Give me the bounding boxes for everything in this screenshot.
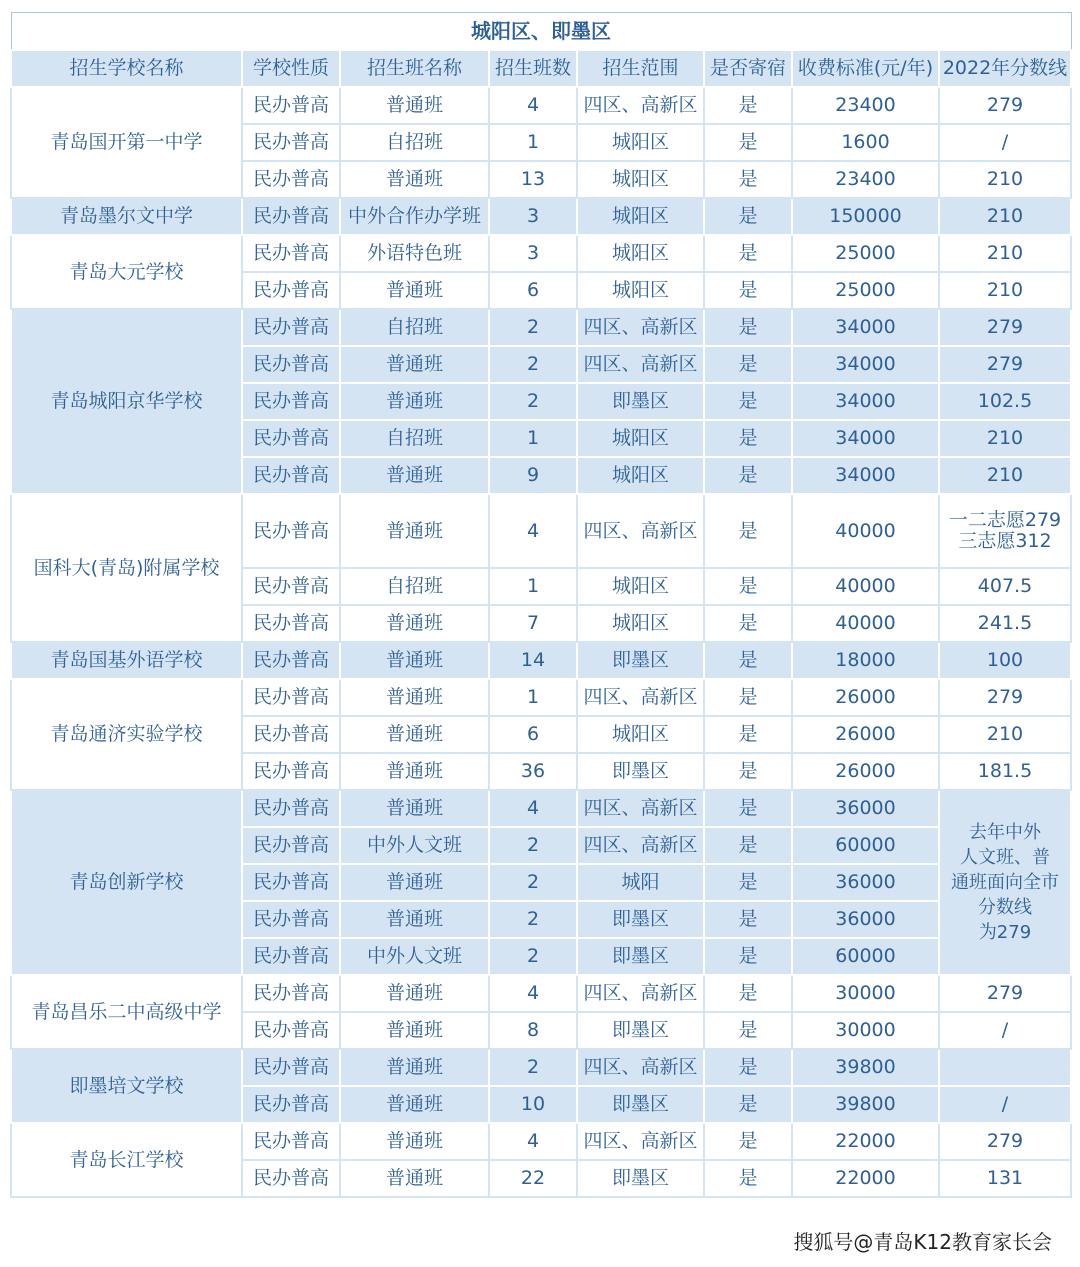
class-name: 普通班 — [340, 753, 489, 790]
class-count: 1 — [489, 420, 577, 457]
score-line: 100 — [939, 642, 1071, 679]
fee: 26000 — [792, 679, 939, 716]
table-row — [11, 198, 1071, 235]
school-nature: 民办普高 — [242, 938, 340, 975]
enrollment-scope: 城阳区 — [577, 198, 704, 235]
header-score: 2022年分数线 — [939, 50, 1071, 87]
fee: 36000 — [792, 790, 939, 827]
fee: 40000 — [792, 605, 939, 642]
school-name: 青岛通济实验学校 — [11, 679, 242, 790]
class-name: 普通班 — [340, 383, 489, 420]
school-nature: 民办普高 — [242, 383, 340, 420]
boarding: 是 — [704, 272, 792, 309]
table-row — [11, 790, 1071, 827]
school-nature: 民办普高 — [242, 87, 340, 124]
school-name: 青岛昌乐二中高级中学 — [11, 975, 242, 1049]
school-name: 青岛长江学校 — [11, 1123, 242, 1197]
school-nature: 民办普高 — [242, 1086, 340, 1123]
table-row — [11, 1123, 1071, 1160]
school-name: 国科大(青岛)附属学校 — [11, 494, 242, 642]
school-nature: 民办普高 — [242, 235, 340, 272]
class-name: 普通班 — [340, 1086, 489, 1123]
fee: 25000 — [792, 272, 939, 309]
enrollment-scope: 四区、高新区 — [577, 87, 704, 124]
fee: 39800 — [792, 1086, 939, 1123]
score-line: 210 — [939, 161, 1071, 198]
score-line: / — [939, 1012, 1071, 1049]
watermark: 搜狐号@青岛K12教育家长会 — [789, 1226, 1056, 1255]
class-count: 3 — [489, 235, 577, 272]
class-name: 中外合作办学班 — [340, 198, 489, 235]
enrollment-scope: 即墨区 — [577, 642, 704, 679]
fee: 25000 — [792, 235, 939, 272]
score-line: 210 — [939, 716, 1071, 753]
header-fee: 收费标准(元/年) — [792, 50, 939, 87]
enrollment-scope: 即墨区 — [577, 1160, 704, 1197]
header-class-count: 招生班数 — [489, 50, 577, 87]
class-name: 自招班 — [340, 309, 489, 346]
header-school-name: 招生学校名称 — [11, 50, 242, 87]
score-line: 181.5 — [939, 753, 1071, 790]
boarding: 是 — [704, 87, 792, 124]
enrollment-scope: 城阳区 — [577, 272, 704, 309]
class-name: 普通班 — [340, 605, 489, 642]
boarding: 是 — [704, 235, 792, 272]
school-name: 青岛城阳京华学校 — [11, 309, 242, 494]
fee: 23400 — [792, 87, 939, 124]
school-nature: 民办普高 — [242, 1123, 340, 1160]
score-note: 去年中外 人文班、普 通班面向全市 分数线 为279 — [939, 790, 1071, 975]
score-line: 131 — [939, 1160, 1071, 1197]
fee: 60000 — [792, 938, 939, 975]
class-name: 普通班 — [340, 1123, 489, 1160]
school-nature: 民办普高 — [242, 272, 340, 309]
score-line: 241.5 — [939, 605, 1071, 642]
table-title: 城阳区、即墨区 — [11, 13, 1071, 51]
boarding: 是 — [704, 790, 792, 827]
school-nature: 民办普高 — [242, 161, 340, 198]
boarding: 是 — [704, 383, 792, 420]
class-name: 中外人文班 — [340, 938, 489, 975]
score-line — [939, 1049, 1071, 1086]
class-count: 4 — [489, 1123, 577, 1160]
boarding: 是 — [704, 827, 792, 864]
class-name: 自招班 — [340, 124, 489, 161]
boarding: 是 — [704, 716, 792, 753]
header-scope: 招生范围 — [577, 50, 704, 87]
boarding: 是 — [704, 642, 792, 679]
class-name: 普通班 — [340, 272, 489, 309]
boarding: 是 — [704, 420, 792, 457]
fee: 39800 — [792, 1049, 939, 1086]
class-count: 2 — [489, 864, 577, 901]
boarding: 是 — [704, 975, 792, 1012]
school-nature: 民办普高 — [242, 1012, 340, 1049]
enrollment-scope: 四区、高新区 — [577, 1049, 704, 1086]
enrollment-scope: 四区、高新区 — [577, 346, 704, 383]
class-count: 22 — [489, 1160, 577, 1197]
boarding: 是 — [704, 494, 792, 568]
fee: 40000 — [792, 494, 939, 568]
class-name: 普通班 — [340, 1049, 489, 1086]
class-count: 2 — [489, 309, 577, 346]
class-name: 自招班 — [340, 420, 489, 457]
enrollment-scope: 城阳区 — [577, 420, 704, 457]
enrollment-scope: 四区、高新区 — [577, 827, 704, 864]
class-count: 1 — [489, 124, 577, 161]
boarding: 是 — [704, 1160, 792, 1197]
enrollment-scope: 四区、高新区 — [577, 790, 704, 827]
boarding: 是 — [704, 1012, 792, 1049]
fee: 30000 — [792, 975, 939, 1012]
score-line: 279 — [939, 1123, 1071, 1160]
header-boarding: 是否寄宿 — [704, 50, 792, 87]
enrollment-scope: 即墨区 — [577, 901, 704, 938]
class-count: 4 — [489, 494, 577, 568]
fee: 34000 — [792, 420, 939, 457]
fee: 30000 — [792, 1012, 939, 1049]
table-row — [11, 87, 1071, 124]
enrollment-scope: 城阳区 — [577, 605, 704, 642]
school-nature: 民办普高 — [242, 642, 340, 679]
enrollment-scope: 四区、高新区 — [577, 309, 704, 346]
school-nature: 民办普高 — [242, 1160, 340, 1197]
school-name: 青岛国基外语学校 — [11, 642, 242, 679]
enrollment-scope: 四区、高新区 — [577, 1123, 704, 1160]
class-name: 普通班 — [340, 161, 489, 198]
table-row — [11, 975, 1071, 1012]
score-line: 279 — [939, 346, 1071, 383]
school-nature: 民办普高 — [242, 457, 340, 494]
enrollment-scope: 城阳区 — [577, 568, 704, 605]
school-name: 青岛墨尔文中学 — [11, 198, 242, 235]
class-count: 14 — [489, 642, 577, 679]
school-name: 青岛创新学校 — [11, 790, 242, 975]
school-nature: 民办普高 — [242, 716, 340, 753]
class-name: 普通班 — [340, 346, 489, 383]
class-name: 普通班 — [340, 790, 489, 827]
fee: 60000 — [792, 827, 939, 864]
enrollment-scope: 四区、高新区 — [577, 679, 704, 716]
class-name: 外语特色班 — [340, 235, 489, 272]
school-nature: 民办普高 — [242, 679, 340, 716]
fee: 22000 — [792, 1123, 939, 1160]
boarding: 是 — [704, 679, 792, 716]
enrollment-scope: 即墨区 — [577, 753, 704, 790]
header-row — [11, 50, 1071, 87]
boarding: 是 — [704, 161, 792, 198]
boarding: 是 — [704, 938, 792, 975]
class-name: 中外人文班 — [340, 827, 489, 864]
class-count: 10 — [489, 1086, 577, 1123]
school-nature: 民办普高 — [242, 901, 340, 938]
school-nature: 民办普高 — [242, 753, 340, 790]
score-line: 102.5 — [939, 383, 1071, 420]
enrollment-scope: 城阳区 — [577, 124, 704, 161]
table-row — [11, 235, 1071, 272]
class-name: 普通班 — [340, 716, 489, 753]
fee: 26000 — [792, 716, 939, 753]
class-count: 6 — [489, 272, 577, 309]
score-line: 210 — [939, 235, 1071, 272]
class-name: 普通班 — [340, 457, 489, 494]
class-count: 9 — [489, 457, 577, 494]
school-nature: 民办普高 — [242, 790, 340, 827]
score-line: 210 — [939, 198, 1071, 235]
header-class-name: 招生班名称 — [340, 50, 489, 87]
enrollment-scope: 城阳区 — [577, 235, 704, 272]
class-name: 普通班 — [340, 87, 489, 124]
score-line: 210 — [939, 420, 1071, 457]
fee: 36000 — [792, 864, 939, 901]
class-count: 4 — [489, 87, 577, 124]
class-count: 2 — [489, 346, 577, 383]
fee: 22000 — [792, 1160, 939, 1197]
boarding: 是 — [704, 568, 792, 605]
school-name: 青岛国开第一中学 — [11, 87, 242, 198]
boarding: 是 — [704, 1123, 792, 1160]
boarding: 是 — [704, 346, 792, 383]
enrollment-scope: 城阳区 — [577, 457, 704, 494]
school-nature: 民办普高 — [242, 309, 340, 346]
enrollment-scope: 即墨区 — [577, 383, 704, 420]
class-name: 普通班 — [340, 864, 489, 901]
enrollment-scope: 四区、高新区 — [577, 975, 704, 1012]
class-count: 13 — [489, 161, 577, 198]
enrollment-scope: 四区、高新区 — [577, 494, 704, 568]
class-name: 普通班 — [340, 901, 489, 938]
fee: 34000 — [792, 309, 939, 346]
fee: 1600 — [792, 124, 939, 161]
enrollment-scope: 城阳 — [577, 864, 704, 901]
fee: 18000 — [792, 642, 939, 679]
table-row — [11, 642, 1071, 679]
class-count: 1 — [489, 679, 577, 716]
table-row — [11, 1049, 1071, 1086]
boarding: 是 — [704, 605, 792, 642]
score-line: 一二志愿279 三志愿312 — [939, 494, 1071, 568]
school-nature: 民办普高 — [242, 198, 340, 235]
enrollment-scope: 即墨区 — [577, 1012, 704, 1049]
fee: 40000 — [792, 568, 939, 605]
boarding: 是 — [704, 309, 792, 346]
class-count: 2 — [489, 901, 577, 938]
school-name: 即墨培文学校 — [11, 1049, 242, 1123]
school-nature: 民办普高 — [242, 864, 340, 901]
class-name: 普通班 — [340, 975, 489, 1012]
school-nature: 民办普高 — [242, 1049, 340, 1086]
class-count: 36 — [489, 753, 577, 790]
boarding: 是 — [704, 753, 792, 790]
fee: 36000 — [792, 901, 939, 938]
school-nature: 民办普高 — [242, 827, 340, 864]
fee: 150000 — [792, 198, 939, 235]
score-line: 279 — [939, 87, 1071, 124]
enrollment-scope: 即墨区 — [577, 1086, 704, 1123]
class-count: 2 — [489, 938, 577, 975]
class-count: 1 — [489, 568, 577, 605]
class-name: 普通班 — [340, 494, 489, 568]
table-row — [11, 494, 1071, 568]
boarding: 是 — [704, 198, 792, 235]
school-nature: 民办普高 — [242, 124, 340, 161]
boarding: 是 — [704, 124, 792, 161]
school-nature: 民办普高 — [242, 975, 340, 1012]
enrollment-scope: 城阳区 — [577, 716, 704, 753]
class-count: 2 — [489, 1049, 577, 1086]
boarding: 是 — [704, 864, 792, 901]
enrollment-scope: 城阳区 — [577, 161, 704, 198]
school-name: 青岛大元学校 — [11, 235, 242, 309]
class-name: 普通班 — [340, 1160, 489, 1197]
boarding: 是 — [704, 1049, 792, 1086]
class-count: 4 — [489, 975, 577, 1012]
score-line: 210 — [939, 457, 1071, 494]
class-count: 2 — [489, 827, 577, 864]
boarding: 是 — [704, 901, 792, 938]
fee: 26000 — [792, 753, 939, 790]
table-row — [11, 679, 1071, 716]
fee: 34000 — [792, 346, 939, 383]
class-name: 普通班 — [340, 679, 489, 716]
table-row — [11, 309, 1071, 346]
score-line: 210 — [939, 272, 1071, 309]
fee: 34000 — [792, 457, 939, 494]
score-line: / — [939, 124, 1071, 161]
score-line: 279 — [939, 309, 1071, 346]
class-count: 4 — [489, 790, 577, 827]
class-count: 2 — [489, 383, 577, 420]
score-line: 407.5 — [939, 568, 1071, 605]
admissions-table — [10, 12, 1072, 1198]
fee: 34000 — [792, 383, 939, 420]
class-count: 8 — [489, 1012, 577, 1049]
score-line: 279 — [939, 975, 1071, 1012]
header-school-nature: 学校性质 — [242, 50, 340, 87]
boarding: 是 — [704, 1086, 792, 1123]
score-line: / — [939, 1086, 1071, 1123]
boarding: 是 — [704, 457, 792, 494]
class-count: 7 — [489, 605, 577, 642]
school-nature: 民办普高 — [242, 346, 340, 383]
school-nature: 民办普高 — [242, 568, 340, 605]
school-nature: 民办普高 — [242, 420, 340, 457]
class-name: 普通班 — [340, 1012, 489, 1049]
score-line: 279 — [939, 679, 1071, 716]
class-name: 普通班 — [340, 642, 489, 679]
class-name: 自招班 — [340, 568, 489, 605]
fee: 23400 — [792, 161, 939, 198]
school-nature: 民办普高 — [242, 494, 340, 568]
enrollment-scope: 即墨区 — [577, 938, 704, 975]
class-count: 6 — [489, 716, 577, 753]
class-count: 3 — [489, 198, 577, 235]
school-nature: 民办普高 — [242, 605, 340, 642]
